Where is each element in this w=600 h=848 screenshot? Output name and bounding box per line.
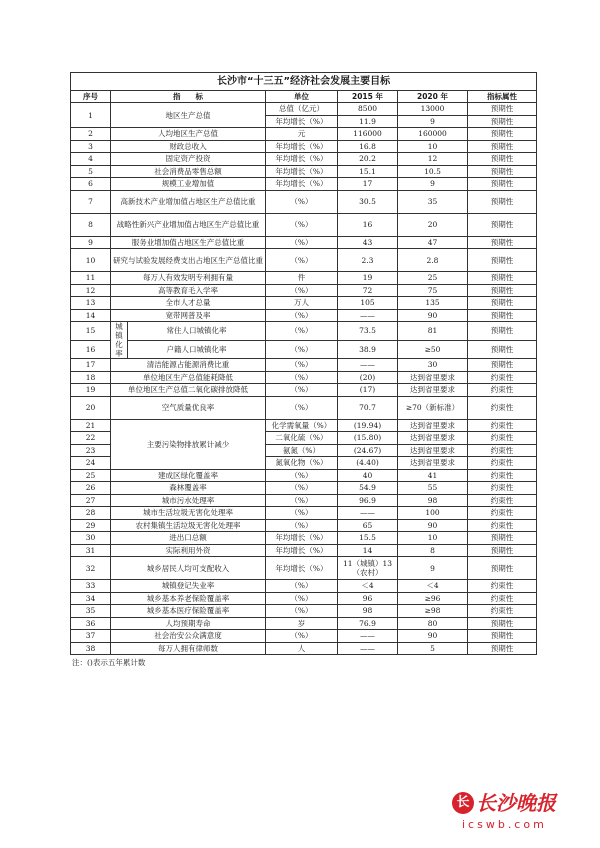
- row-indicator: 主要污染物排放累计减少: [111, 419, 266, 469]
- row-2020: 55: [398, 482, 468, 495]
- row-attr: 约束性: [468, 384, 537, 397]
- table-row: [71, 592, 537, 605]
- row-indicator: 常住人口城镇化率: [128, 322, 266, 341]
- row-indicator: 全市人才总量: [111, 297, 266, 310]
- row-unit: （%）: [266, 630, 338, 643]
- row-no: 30: [71, 532, 111, 545]
- row-indicator: 人均预期寿命: [111, 617, 266, 630]
- row-2020: 9: [398, 557, 468, 580]
- row-unit: （%）: [266, 396, 338, 419]
- row-unit: （%）: [266, 249, 338, 272]
- row-unit: （%）: [266, 605, 338, 618]
- row-2015: 16.8: [338, 140, 398, 153]
- row-2015: (4.40): [338, 457, 398, 470]
- row-unit: （%）: [266, 384, 338, 397]
- row-indicator: 宽带网普及率: [111, 309, 266, 322]
- row-2020: 达到省里要求: [398, 384, 468, 397]
- row-attr: 预期性: [468, 557, 537, 580]
- row-no: 26: [71, 482, 111, 495]
- row-attr: 约束性: [468, 580, 537, 593]
- row-2020: 达到省里要求: [398, 419, 468, 432]
- table-row: [71, 284, 537, 297]
- row-indicator: 地区生产总值: [111, 103, 266, 128]
- row-unit: （%）: [266, 213, 338, 236]
- row-indicator: 进出口总额: [111, 532, 266, 545]
- row-indicator: 户籍人口城镇化率: [128, 340, 266, 359]
- table-row: [71, 128, 537, 141]
- row-2015: 30.5: [338, 190, 398, 213]
- header-attr: 指标属性: [468, 91, 537, 103]
- row-unit: （%）: [266, 519, 338, 532]
- table-row: [71, 532, 537, 545]
- row-2020: ≥98: [398, 605, 468, 618]
- row-unit: （%）: [266, 322, 338, 341]
- row-unit: 件: [266, 272, 338, 285]
- row-2015: 20.2: [338, 153, 398, 166]
- table-row: [71, 557, 537, 580]
- row-no: 34: [71, 592, 111, 605]
- row-indicator: 社会治安公众满意度: [111, 630, 266, 643]
- row-2020: 90: [398, 630, 468, 643]
- table-row: [71, 605, 537, 618]
- row-2015: (19.94): [338, 419, 398, 432]
- row-indicator: 规模工业增加值: [111, 178, 266, 191]
- row-indicator: 建成区绿化覆盖率: [111, 469, 266, 482]
- logo-text: 长沙晚报: [476, 791, 556, 815]
- row-attr: 约束性: [468, 457, 537, 470]
- row-no: 8: [71, 213, 111, 236]
- row-2015: 8500: [338, 103, 398, 116]
- table-row: [71, 419, 537, 432]
- row-unit: （%）: [266, 284, 338, 297]
- row-unit: 年均增长（%）: [266, 178, 338, 191]
- row-attr: 约束性: [468, 396, 537, 419]
- row-indicator: 城乡居民人均可支配收入: [111, 557, 266, 580]
- row-attr: 预期性: [468, 297, 537, 310]
- row-no: 28: [71, 507, 111, 520]
- row-attr: 预期性: [468, 309, 537, 322]
- row-unit: 化学需氧量（%）: [266, 419, 338, 432]
- row-unit: 氮氧化物（%）: [266, 457, 338, 470]
- row-attr: 约束性: [468, 371, 537, 384]
- table-row: [71, 190, 537, 213]
- row-2020: 2.8: [398, 249, 468, 272]
- row-attr: 预期性: [468, 165, 537, 178]
- row-2020: 5: [398, 642, 468, 655]
- row-no: 38: [71, 642, 111, 655]
- row-2020: 8: [398, 544, 468, 557]
- row-indicator: 每万人有效发明专利拥有量: [111, 272, 266, 285]
- table-title: 长沙市“十三五”经济社会发展主要目标: [71, 73, 537, 91]
- row-2015: ＜4: [338, 580, 398, 593]
- table-row: [71, 371, 537, 384]
- row-attr: 约束性: [468, 432, 537, 445]
- row-no: 20: [71, 396, 111, 419]
- row-2020: 10.5: [398, 165, 468, 178]
- table-row: [71, 249, 537, 272]
- document: [70, 72, 536, 668]
- row-unit: 年均增长（%）: [266, 557, 338, 580]
- row-2020: 90: [398, 519, 468, 532]
- row-unit: （%）: [266, 494, 338, 507]
- row-indicator: 高新技术产业增加值占地区生产总值比重: [111, 190, 266, 213]
- row-2015: 2.3: [338, 249, 398, 272]
- row-2020: 达到省里要求: [398, 457, 468, 470]
- row-2020: 25: [398, 272, 468, 285]
- header-indicator: 指 标: [111, 91, 266, 103]
- table-row: [71, 153, 537, 166]
- table-row: [71, 494, 537, 507]
- row-attr: 预期性: [468, 340, 537, 359]
- row-no: 1: [71, 103, 111, 128]
- row-2015: ——: [338, 309, 398, 322]
- table-row: [71, 384, 537, 397]
- row-attr: 预期性: [468, 140, 537, 153]
- table-row: [71, 580, 537, 593]
- row-unit: （%）: [266, 236, 338, 249]
- row-no: 24: [71, 457, 111, 470]
- row-2020: 100: [398, 507, 468, 520]
- row-attr: 约束性: [468, 469, 537, 482]
- row-no: 10: [71, 249, 111, 272]
- row-2020: 9: [398, 178, 468, 191]
- row-no: 29: [71, 519, 111, 532]
- row-indicator: 研究与试验发展经费支出占地区生产总值比重: [111, 249, 266, 272]
- row-indicator: 人均地区生产总值: [111, 128, 266, 141]
- row-indicator: 城市生活垃圾无害化处理率: [111, 507, 266, 520]
- table-row: [71, 165, 537, 178]
- row-2020: 12: [398, 153, 468, 166]
- row-no: 14: [71, 309, 111, 322]
- row-indicator: 清洁能源占能源消费比重: [111, 359, 266, 372]
- row-2020: ≥70（新标准）: [398, 396, 468, 419]
- table-row: [71, 359, 537, 372]
- row-unit: 总值（亿元）: [266, 103, 338, 116]
- table-row: [71, 213, 537, 236]
- row-indicator: 空气质量优良率: [111, 396, 266, 419]
- table-row: [71, 507, 537, 520]
- row-no: 35: [71, 605, 111, 618]
- row-indicator: 战略性新兴产业增加值占地区生产总值比重: [111, 213, 266, 236]
- row-indicator: 固定资产投资: [111, 153, 266, 166]
- row-unit: 氨氮（%）: [266, 444, 338, 457]
- row-2015: 96.9: [338, 494, 398, 507]
- table-row: [71, 322, 537, 341]
- row-no: 4: [71, 153, 111, 166]
- row-attr: 预期性: [468, 213, 537, 236]
- row-no: 11: [71, 272, 111, 285]
- row-no: 31: [71, 544, 111, 557]
- row-2020: ＜4: [398, 580, 468, 593]
- row-2015: (17): [338, 384, 398, 397]
- row-no: 32: [71, 557, 111, 580]
- row-attr: 预期性: [468, 617, 537, 630]
- newspaper-logo: [452, 790, 570, 840]
- row-2015: ——: [338, 642, 398, 655]
- row-unit: （%）: [266, 482, 338, 495]
- row-no: 15: [71, 322, 111, 341]
- row-2015: (15.80): [338, 432, 398, 445]
- row-2020: 160000: [398, 128, 468, 141]
- table-row: [71, 178, 537, 191]
- row-2020: 75: [398, 284, 468, 297]
- row-unit: （%）: [266, 340, 338, 359]
- row-attr: 预期性: [468, 103, 537, 116]
- row-no: 5: [71, 165, 111, 178]
- logo-url: icswb.com: [462, 818, 547, 831]
- row-no: 33: [71, 580, 111, 593]
- row-2015: 70.7: [338, 396, 398, 419]
- row-2015: 17: [338, 178, 398, 191]
- row-attr: 预期性: [468, 272, 537, 285]
- logo-mark-icon: 长: [452, 792, 474, 814]
- row-indicator: 农村集镇生活垃圾无害化处理率: [111, 519, 266, 532]
- row-attr: 约束性: [468, 482, 537, 495]
- row-no: 7: [71, 190, 111, 213]
- table-row: [71, 617, 537, 630]
- row-indicator: 森林覆盖率: [111, 482, 266, 495]
- table-row: [71, 642, 537, 655]
- row-attr: 约束性: [468, 444, 537, 457]
- row-2020: 20: [398, 213, 468, 236]
- row-2015: 40: [338, 469, 398, 482]
- row-attr: 约束性: [468, 419, 537, 432]
- row-unit: （%）: [266, 190, 338, 213]
- row-indicator: 社会消费品零售总额: [111, 165, 266, 178]
- table-row: [71, 630, 537, 643]
- row-attr: 预期性: [468, 630, 537, 643]
- row-2020: 13000: [398, 103, 468, 116]
- row-group: 城镇化率: [111, 322, 128, 359]
- table-row: [71, 140, 537, 153]
- header-2015: 2015 年: [338, 91, 398, 103]
- table-row: [71, 236, 537, 249]
- row-2020: 81: [398, 322, 468, 341]
- row-2020: 达到省里要求: [398, 432, 468, 445]
- row-indicator: 高等教育毛入学率: [111, 284, 266, 297]
- row-2015: 15.1: [338, 165, 398, 178]
- row-2015: ——: [338, 630, 398, 643]
- row-2015: 14: [338, 544, 398, 557]
- row-attr: 预期性: [468, 153, 537, 166]
- row-indicator: 单位地区生产总值能耗降低: [111, 371, 266, 384]
- row-unit: （%）: [266, 469, 338, 482]
- row-2020: 35: [398, 190, 468, 213]
- table-note: 注：()表示五年累计数: [72, 658, 146, 667]
- row-2015: 11（城镇）13（农村）: [338, 557, 398, 580]
- row-no: 21: [71, 419, 111, 432]
- targets-table: [70, 72, 537, 655]
- row-attr: 预期性: [468, 544, 537, 557]
- row-no: 9: [71, 236, 111, 249]
- table-row: [71, 469, 537, 482]
- header-2020: 2020 年: [398, 91, 468, 103]
- row-2015: (20): [338, 371, 398, 384]
- row-indicator: 单位地区生产总值二氧化碳排放降低: [111, 384, 266, 397]
- row-2015: 65: [338, 519, 398, 532]
- row-unit: （%）: [266, 371, 338, 384]
- row-2020: 达到省里要求: [398, 444, 468, 457]
- row-attr: 预期性: [468, 284, 537, 297]
- row-2015: 16: [338, 213, 398, 236]
- row-2015: 96: [338, 592, 398, 605]
- row-indicator: 实际利用外资: [111, 544, 266, 557]
- row-unit: 人: [266, 642, 338, 655]
- row-2020: 80: [398, 617, 468, 630]
- row-2020: 135: [398, 297, 468, 310]
- row-2020: 10: [398, 532, 468, 545]
- row-indicator: 城乡基本养老保险覆盖率: [111, 592, 266, 605]
- row-2015: 116000: [338, 128, 398, 141]
- row-no: 2: [71, 128, 111, 141]
- row-unit: （%）: [266, 580, 338, 593]
- row-attr: 约束性: [468, 494, 537, 507]
- row-unit: （%）: [266, 592, 338, 605]
- row-2015: 73.5: [338, 322, 398, 341]
- row-indicator: 城市污水处理率: [111, 494, 266, 507]
- row-unit: 岁: [266, 617, 338, 630]
- row-2020: 41: [398, 469, 468, 482]
- row-2020: 30: [398, 359, 468, 372]
- table-row: [71, 544, 537, 557]
- table-row: [71, 272, 537, 285]
- row-attr: 预期性: [468, 190, 537, 213]
- table-row: [71, 519, 537, 532]
- row-2015: ——: [338, 359, 398, 372]
- row-attr: 约束性: [468, 605, 537, 618]
- table-row: [71, 297, 537, 310]
- row-no: 13: [71, 297, 111, 310]
- header-no: 序号: [71, 91, 111, 103]
- row-attr: 预期性: [468, 178, 537, 191]
- row-no: 12: [71, 284, 111, 297]
- row-attr: 预期性: [468, 642, 537, 655]
- row-attr: 预期性: [468, 249, 537, 272]
- row-unit: 年均增长（%）: [266, 153, 338, 166]
- row-attr: 预期性: [468, 128, 537, 141]
- row-2015: 54.9: [338, 482, 398, 495]
- row-2020: 90: [398, 309, 468, 322]
- row-no: 23: [71, 444, 111, 457]
- row-indicator: 服务业增加值占地区生产总值比重: [111, 236, 266, 249]
- row-2015: 19: [338, 272, 398, 285]
- row-2015: 76.9: [338, 617, 398, 630]
- row-2015: 105: [338, 297, 398, 310]
- table-row: [71, 482, 537, 495]
- row-unit: 元: [266, 128, 338, 141]
- row-no: 6: [71, 178, 111, 191]
- row-indicator: 财政总收入: [111, 140, 266, 153]
- row-no: 19: [71, 384, 111, 397]
- header-unit: 单位: [266, 91, 338, 103]
- row-2020: 47: [398, 236, 468, 249]
- row-2020: 9: [398, 115, 468, 128]
- row-2020: 达到省里要求: [398, 371, 468, 384]
- row-2020: 98: [398, 494, 468, 507]
- row-2015: 98: [338, 605, 398, 618]
- table-row: [71, 396, 537, 419]
- row-attr: 预期性: [468, 115, 537, 128]
- row-unit: 二氧化硫（%）: [266, 432, 338, 445]
- row-2015: ——: [338, 507, 398, 520]
- row-no: 18: [71, 371, 111, 384]
- row-indicator: 城乡基本医疗保险覆盖率: [111, 605, 266, 618]
- row-attr: 约束性: [468, 519, 537, 532]
- row-unit: 万人: [266, 297, 338, 310]
- row-no: 27: [71, 494, 111, 507]
- row-unit: 年均增长（%）: [266, 115, 338, 128]
- row-unit: 年均增长（%）: [266, 532, 338, 545]
- row-2015: 43: [338, 236, 398, 249]
- row-unit: 年均增长（%）: [266, 140, 338, 153]
- row-indicator: 每万人拥有律师数: [111, 642, 266, 655]
- row-no: 37: [71, 630, 111, 643]
- row-no: 36: [71, 617, 111, 630]
- row-attr: 预期性: [468, 236, 537, 249]
- row-2020: ≥96: [398, 592, 468, 605]
- table-row: [71, 340, 537, 359]
- row-attr: 预期性: [468, 322, 537, 341]
- row-no: 17: [71, 359, 111, 372]
- row-no: 3: [71, 140, 111, 153]
- row-2020: 10: [398, 140, 468, 153]
- row-2015: 15.5: [338, 532, 398, 545]
- row-attr: 预期性: [468, 532, 537, 545]
- row-attr: 约束性: [468, 592, 537, 605]
- row-2015: 38.9: [338, 340, 398, 359]
- row-no: 25: [71, 469, 111, 482]
- row-indicator: 城镇登记失业率: [111, 580, 266, 593]
- row-no: 22: [71, 432, 111, 445]
- table-row: [71, 309, 537, 322]
- row-unit: 年均增长（%）: [266, 165, 338, 178]
- row-unit: （%）: [266, 507, 338, 520]
- row-2015: 11.9: [338, 115, 398, 128]
- row-no: 16: [71, 340, 111, 359]
- row-attr: 约束性: [468, 507, 537, 520]
- row-2020: ≥50: [398, 340, 468, 359]
- row-unit: （%）: [266, 359, 338, 372]
- row-2015: (24.67): [338, 444, 398, 457]
- row-unit: （%）: [266, 309, 338, 322]
- row-2015: 72: [338, 284, 398, 297]
- row-unit: 年均增长（%）: [266, 544, 338, 557]
- row-attr: 预期性: [468, 359, 537, 372]
